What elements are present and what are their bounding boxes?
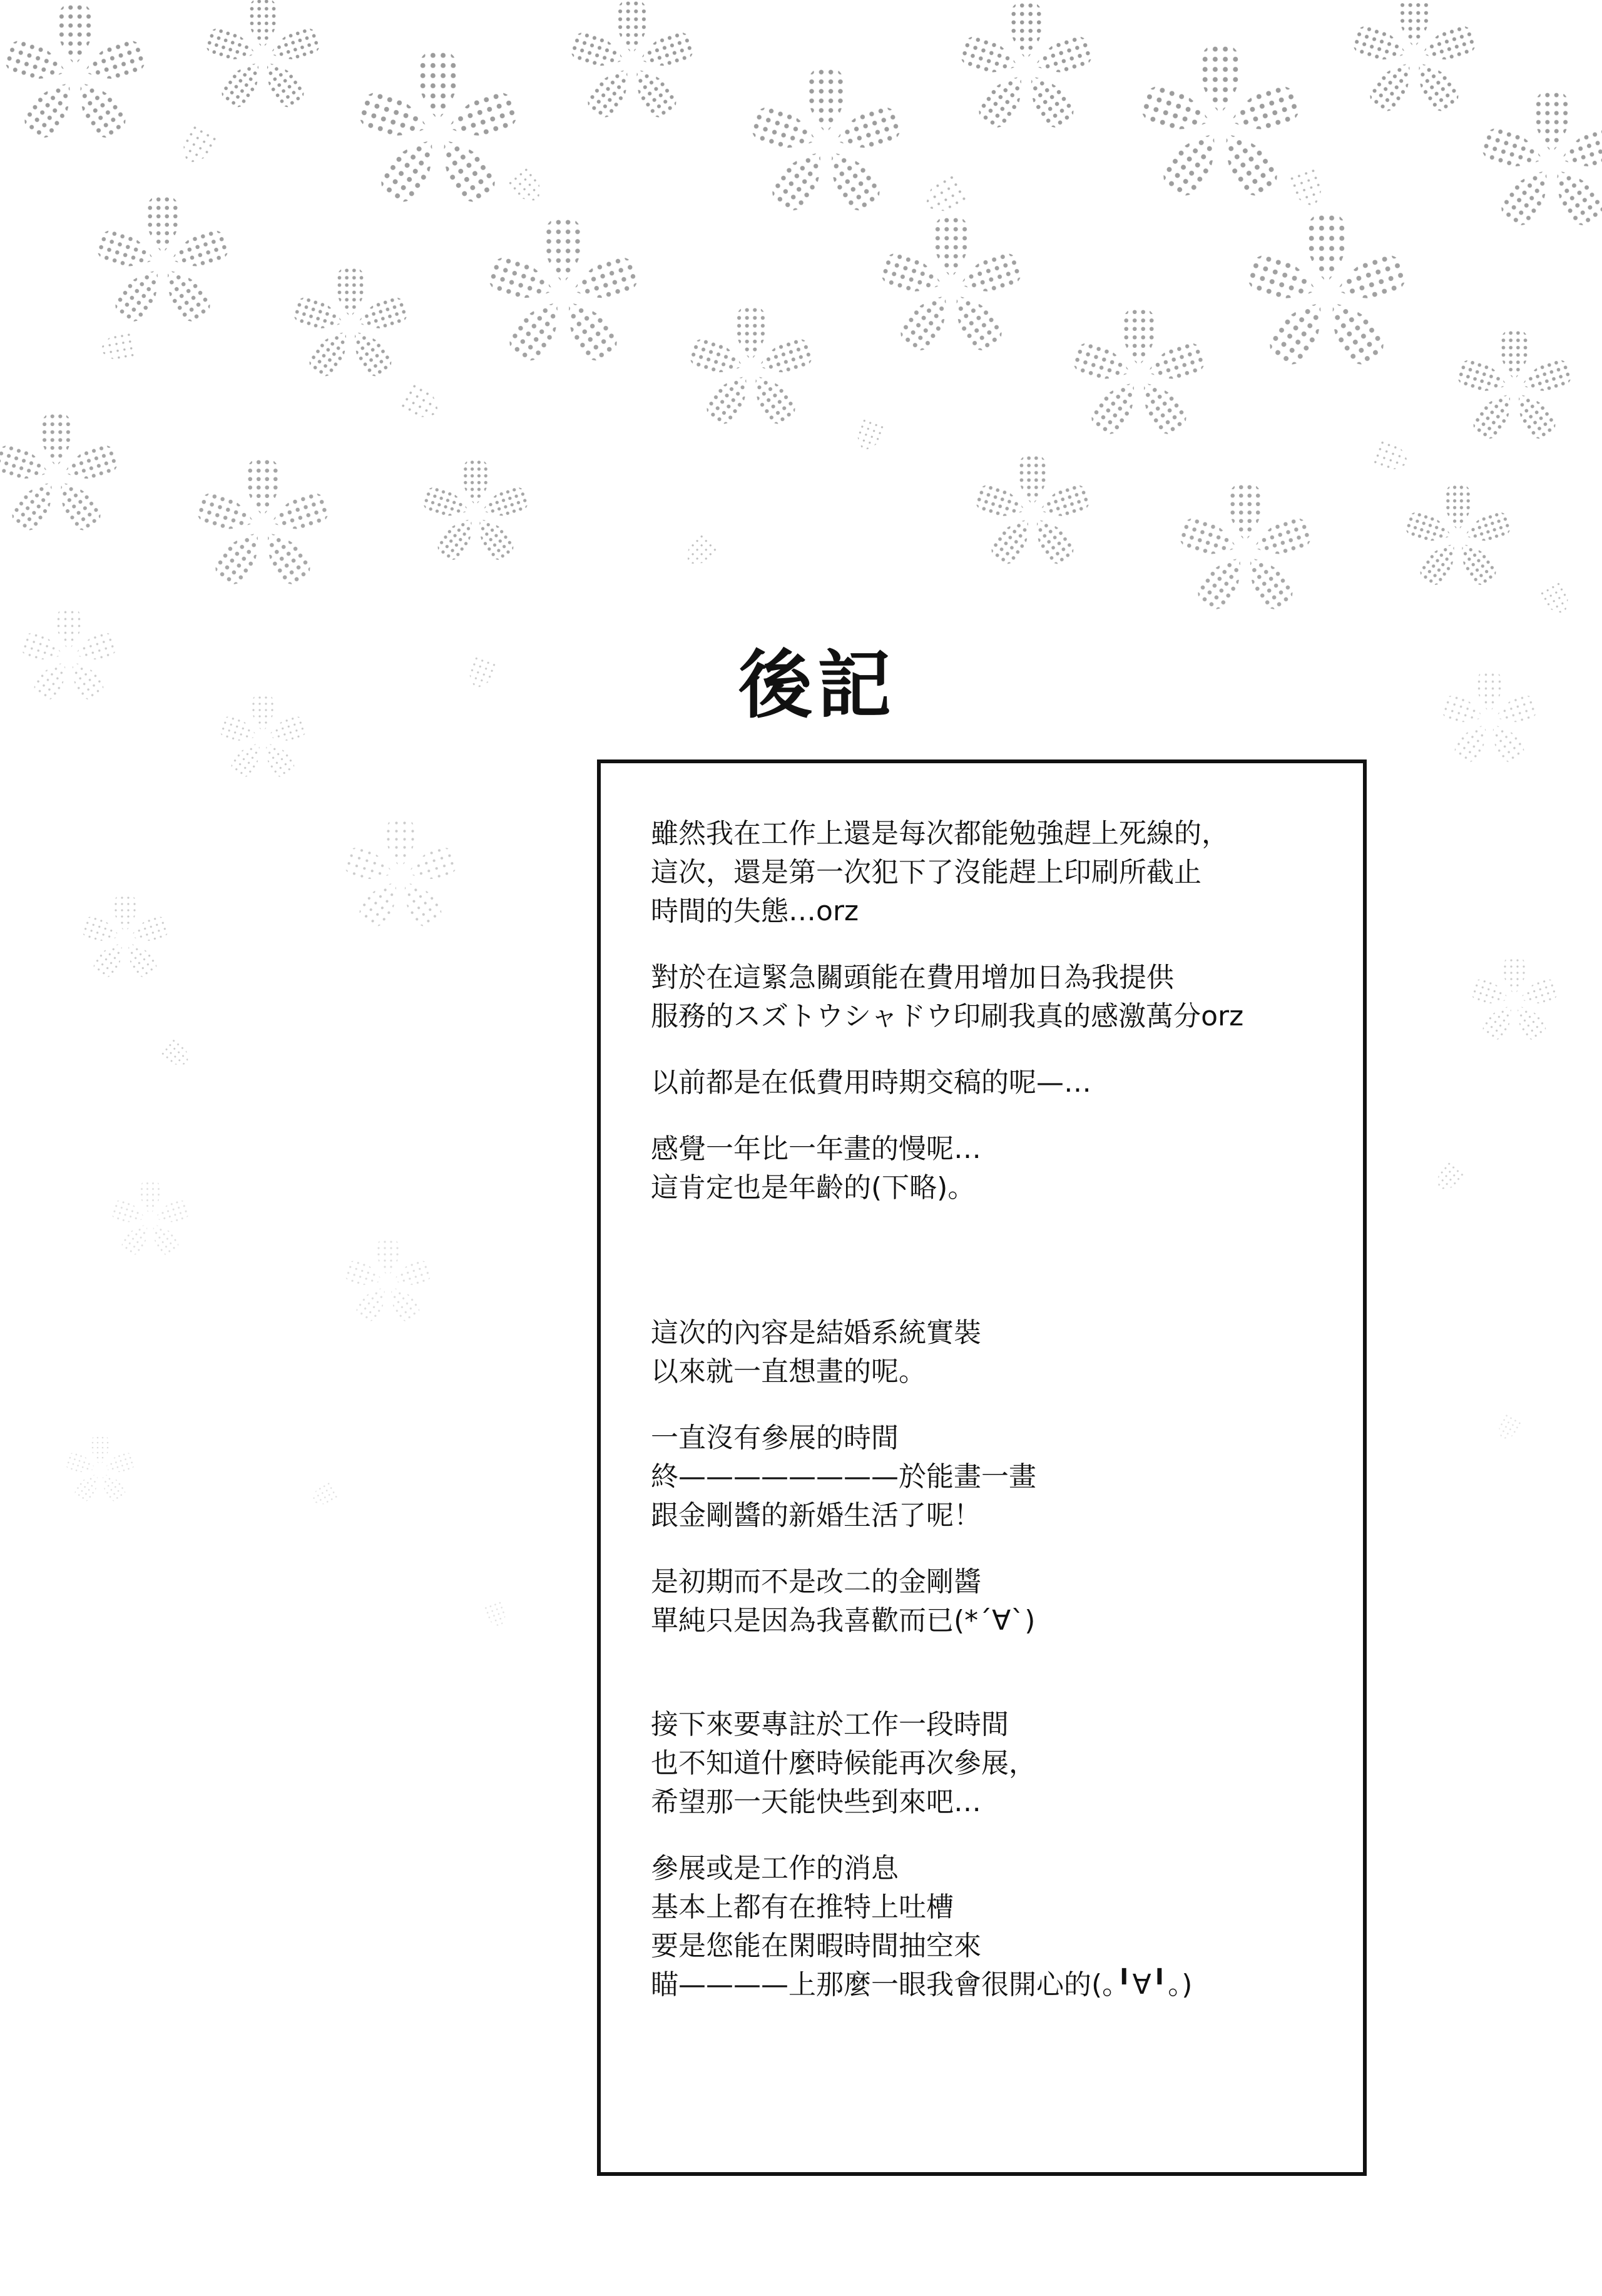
text-line: 單純只是因為我喜歡而已(*´∀`) [651,1605,1036,1637]
text-line: 這肯定也是年齡的(下略)。 [651,1172,976,1204]
text-line: 是初期而不是改二的金剛醬 [651,1566,981,1598]
text-line: 以前都是在低費用時期交稿的呢—… [651,1067,1091,1099]
paragraph [651,1064,1339,1102]
text-line: 時間的失態…orz [651,895,859,927]
text-line: 服務的スズトウシャドウ印刷我真的感激萬分orz [651,1000,1244,1032]
text-line: 瞄————上那麼一眼我會很開心的(｡╹∀╹｡) [651,1969,1193,2001]
text-line: 雖然我在工作上還是每次都能勉強趕上死線的， [651,818,1229,850]
paragraph [651,815,1339,931]
paragraph [651,1130,1339,1207]
text-line: 感覺一年比一年畫的慢呢… [651,1133,981,1165]
text-line: 對於在這緊急關頭能在費用增加日為我提供 [651,962,1174,993]
text-line: 以來就一直想畫的呢。 [651,1356,926,1388]
text-line: 一直沒有參展的時間 [651,1422,899,1454]
text-line: 參展或是工作的消息 [651,1852,899,1884]
paragraph [651,958,1339,1036]
paragraph [651,1563,1339,1640]
text-line: 跟金剛醬的新婚生活了呢！ [651,1500,981,1532]
paragraph [651,1419,1339,1535]
page-title: 後記 [738,642,897,728]
text-line: 要是您能在閑暇時間抽空來 [651,1930,981,1962]
text-line: 這次，還是第一次犯下了沒能趕上印刷所截止 [651,856,1202,888]
text-line: 接下來要專註於工作一段時間 [651,1709,1009,1740]
text-line: 基本上都有在推特上吐槽 [651,1891,954,1923]
text-line: 終————————於能畫一畫 [651,1461,1036,1493]
text-line: 這次的內容是結婚系統實裝 [651,1317,981,1349]
text-line: 希望那一天能快些到來吧… [651,1786,981,1818]
paragraph [651,1705,1339,1822]
paragraph [651,1849,1339,2004]
paragraph [651,1314,1339,1391]
afterword-text-box [597,759,1367,2176]
afterword-body [651,815,1339,2004]
text-line: 也不知道什麼時候能再次參展， [651,1747,1036,1779]
